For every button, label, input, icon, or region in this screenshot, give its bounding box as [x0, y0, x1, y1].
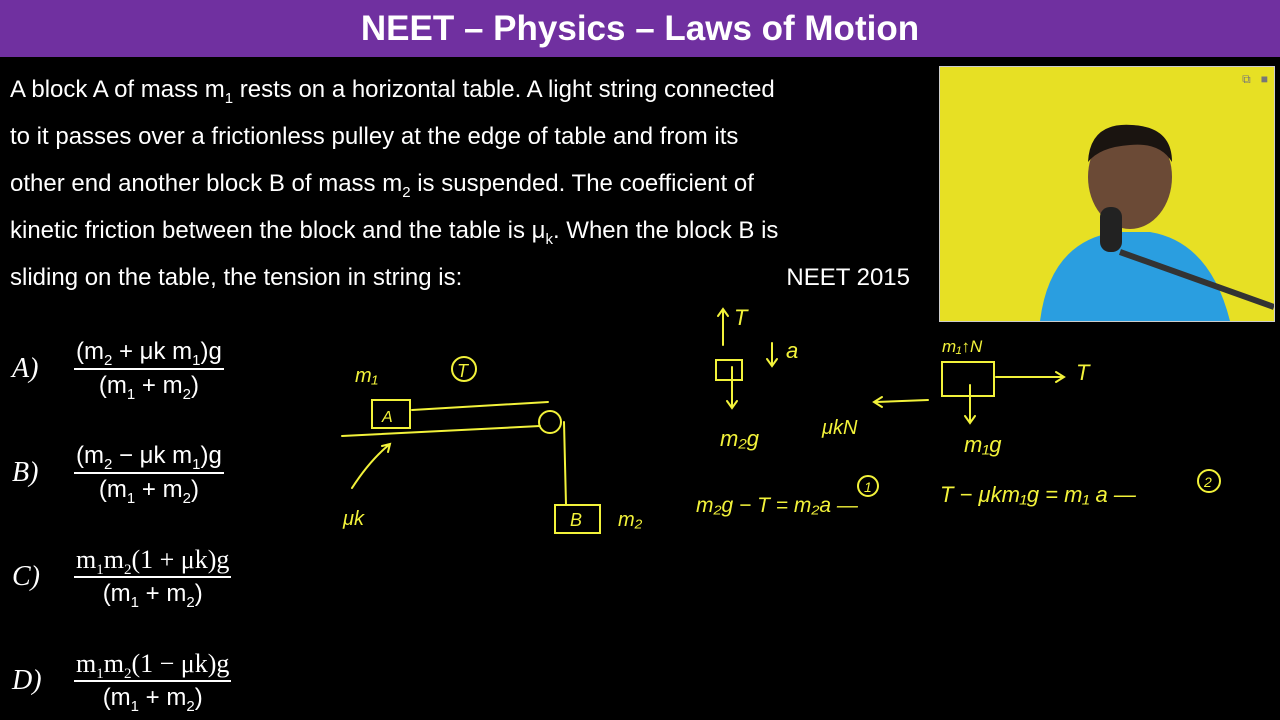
t: )g — [200, 338, 222, 365]
t: ) — [194, 684, 203, 711]
t: (1 + μk)g — [131, 545, 230, 574]
label-t-up: T — [734, 305, 748, 330]
webcam-overlay — [939, 66, 1275, 322]
sub: 2 — [123, 666, 132, 683]
sub: 1 — [130, 593, 140, 611]
equation-2: T − μkm₁g = m₁ a — — [940, 482, 1136, 507]
sub: 2 — [103, 455, 113, 473]
presenter-shirt — [1040, 232, 1230, 321]
exam-tag: NEET 2015 — [786, 264, 910, 291]
text: A block A of mass m — [10, 76, 225, 103]
t: m — [103, 545, 124, 574]
label-t: T — [457, 361, 468, 381]
sub: 2 — [186, 593, 195, 611]
option-label: D) — [12, 665, 42, 696]
label-muk: μk — [343, 508, 364, 530]
t: (m — [102, 580, 131, 607]
label-t-right: T — [1076, 360, 1090, 385]
label-accel: a — [786, 338, 799, 363]
t: m — [76, 545, 97, 574]
t: (m — [98, 372, 127, 399]
label-friction: μkN — [822, 417, 858, 439]
text: sliding on the table, the tension in string is: — [10, 264, 463, 291]
label-normal: m₁↑N — [942, 337, 983, 356]
subscript: k — [545, 230, 553, 248]
sub: 2 — [186, 697, 195, 715]
t: (m — [102, 684, 131, 711]
t: + m — [139, 580, 187, 607]
equation-1: m₂g − T = m₂a — — [696, 494, 858, 517]
sub: 1 — [192, 351, 201, 369]
t: m — [103, 649, 124, 678]
equation-2-number: 2 — [1204, 474, 1212, 490]
text: to it passes over a frictionless pulley at the edge of table and from its — [10, 123, 739, 150]
sub: 1 — [126, 385, 136, 403]
option-label: C) — [12, 561, 40, 592]
t: m — [76, 649, 97, 678]
string-horizontal — [412, 402, 548, 410]
option-label: B) — [12, 457, 39, 488]
sub: 2 — [103, 351, 113, 369]
subscript: 1 — [224, 89, 234, 107]
label-m1: m₁ — [355, 365, 378, 387]
t: (1 − μk)g — [131, 649, 230, 678]
text: other end another block B of mass m — [10, 170, 403, 197]
label-a-block: A — [382, 409, 393, 426]
sub: 1 — [130, 697, 140, 715]
sub: 1 — [96, 562, 104, 579]
t: (m — [76, 338, 104, 365]
t: ) — [190, 476, 199, 503]
t: (m — [76, 442, 104, 469]
label-m1g: m₁g — [964, 432, 1002, 457]
sub: 1 — [96, 666, 104, 683]
friction-arrow — [352, 444, 390, 488]
t: (m — [98, 476, 127, 503]
t: + m — [135, 372, 183, 399]
page-title: NEET – Physics – Laws of Motion — [360, 8, 920, 48]
t: + m — [139, 684, 187, 711]
t: + m — [135, 476, 183, 503]
label-m2: m₂ — [618, 509, 643, 531]
t: ) — [190, 372, 199, 399]
text: kinetic friction between the block and the table is μ — [10, 217, 546, 244]
sub: 2 — [182, 385, 191, 403]
string-vertical — [564, 422, 566, 505]
microphone — [1100, 207, 1122, 252]
sub: 2 — [123, 562, 132, 579]
sub: 1 — [192, 455, 201, 473]
label-m2g: m₂g — [720, 426, 759, 451]
sub: 1 — [126, 489, 136, 507]
option-label: A) — [12, 353, 39, 384]
external-link-icon[interactable]: ⧉ — [1242, 72, 1251, 86]
fbd-block-a — [942, 362, 994, 396]
t: )g — [200, 442, 222, 469]
t: + μk m — [112, 338, 193, 365]
equation-1-number: 1 — [864, 479, 872, 495]
sub: 2 — [182, 489, 191, 507]
t: ) — [194, 580, 203, 607]
text: . When the block B is — [552, 217, 779, 244]
camera-icon[interactable]: ■ — [1260, 72, 1268, 86]
subscript: 2 — [402, 183, 411, 201]
t: − μk m — [112, 442, 193, 469]
pulley — [539, 411, 561, 433]
text: is suspended. The coefficient of — [410, 170, 754, 197]
presenter-video — [940, 67, 1274, 321]
label-b-block: B — [570, 510, 583, 530]
fbd-block-b — [716, 360, 742, 380]
text: rests on a horizontal table. A light string connected — [233, 76, 775, 103]
webcam-controls — [1242, 72, 1268, 87]
